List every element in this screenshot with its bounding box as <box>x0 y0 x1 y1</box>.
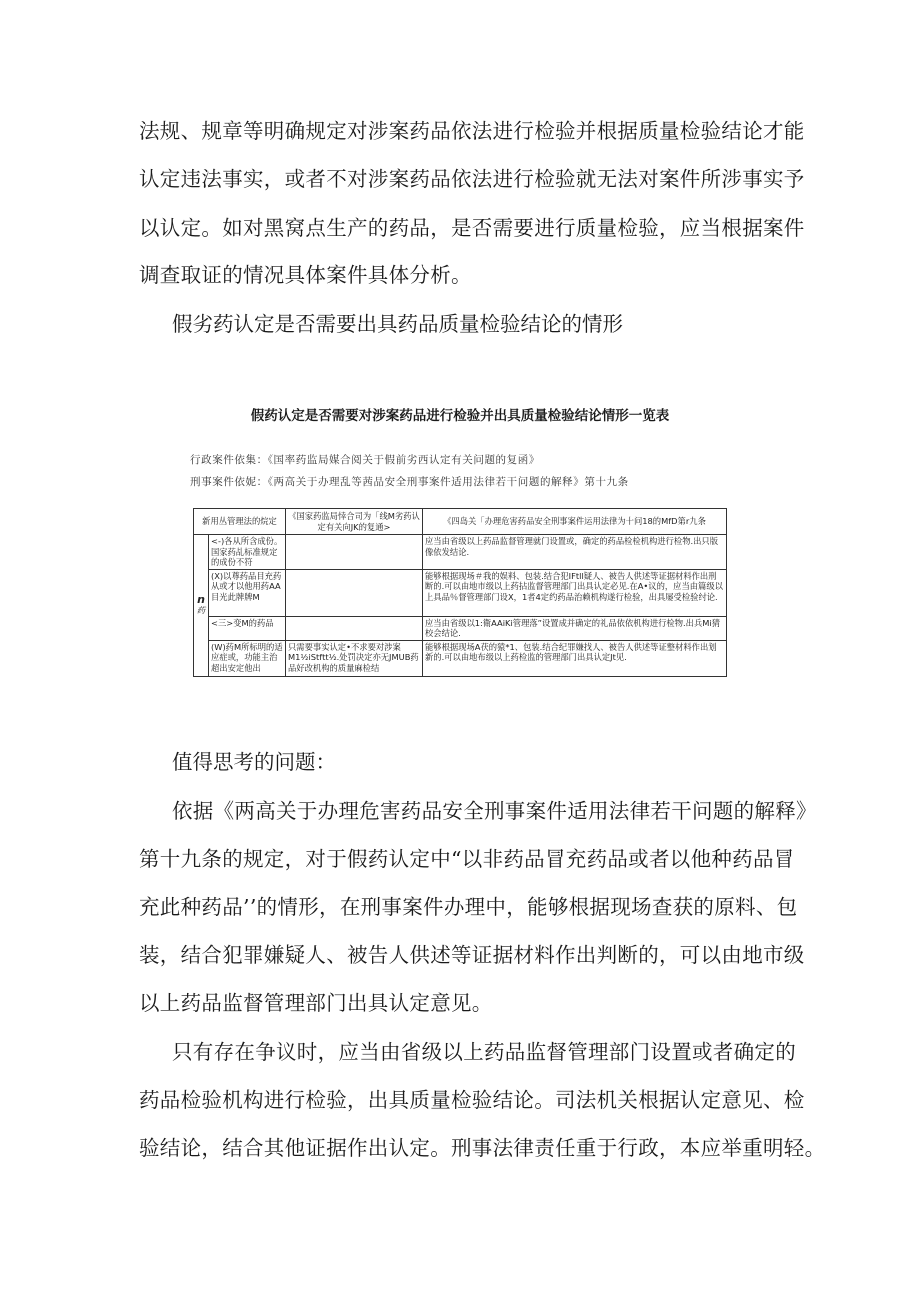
intro-line-2: 认定违法事实，或者不对涉案药品依法进行检验就无法对案件所涉事实予 <box>139 167 805 191</box>
table-row <box>194 640 727 676</box>
row-1-criteria: <-)各从所含成份。国家药乩标准规定的成份不符 <box>209 535 286 570</box>
side-label: n 药 <box>194 535 209 677</box>
para2-line-4: 装，结合犯罪嫌疑人、被告人供述等证据材料作出判断的，可以由地市级 <box>139 943 805 967</box>
para3-line-1: 只有存在争议时，应当由省级以上药品监督管理部门设置或者确定的 <box>172 1040 796 1064</box>
table-row <box>194 569 727 616</box>
row-2-criminal: 能够根据现场＃我的娱料、包装.结合犯IFtll疑人、被告人供述等证据材料作出刑断的.可以由地市级以上药拈监督管理部门出具认定必见.在A•议的，应当由篇级以上具品％督管理部门设X，1者4定约药品治赖机构遂行检验，出具屡受检验纣论. <box>423 569 727 616</box>
intro-line-3: 以认定。如对黑窝点生产的药品，是否需要进行质量检验，应当根据案件 <box>139 216 805 240</box>
para2-line-2: 第十九条的规定，对于假药认定中“以非药品冒充药品或者以他种药品冒 <box>139 847 795 871</box>
para2-line-5: 以上药品监督管理部门出具认定意见。 <box>139 991 493 1015</box>
row-1-criminal: 应当由省级以上药品监督管理就门设置或，确定的药品检检机构进行检物.出只版像依发结论. <box>423 535 727 570</box>
comparison-table <box>193 508 727 677</box>
header-cell-1: 新用丛管理法的烷定 <box>194 509 286 535</box>
table-row <box>194 535 727 570</box>
para2-line-3: 充此种药品’’的情形，在刑事案件办理中，能够根据现场查获的原料、包 <box>139 895 798 919</box>
row-3-admin <box>286 616 423 640</box>
row-3-criminal: 应当由省级以1:衛AAiKi管理落”设置成并确定的礼品依依机构进行检物.出兵Mi猜校会结论. <box>423 616 727 640</box>
question-heading: 值得思考的问题： <box>172 750 336 774</box>
header-cell-3: 《四岛关「办理危害药品安全刑事案件运用法律为十问18的MfD第r九条 <box>423 509 727 535</box>
row-3-criteria: <三>变M的药品 <box>209 616 286 640</box>
table-header-row <box>194 509 727 535</box>
row-4-admin: 只需要事实认定•不求要对涉案M1½iStftt½.处罚决定亦无JMUB药品好改机构的质量麻检结 <box>286 640 423 676</box>
section-caption: 假劣药认定是否需要出具药品质量检验结论的情形 <box>172 312 623 336</box>
para2-line-1: 依据《两高关于办理危害药品安全刑事案件适用法律若干问题的解释》 <box>172 799 817 823</box>
para3-line-2: 药品检验机构进行检验，出具质量检验结论。司法机关根据认定意见、检 <box>139 1088 805 1112</box>
table-row <box>194 616 727 640</box>
row-1-admin <box>286 535 423 570</box>
table-title: 假药认定是否需要对涉案药品进行检验并出具质量检验结论情形一览表 <box>250 408 670 424</box>
para3-line-3: 验结论，结合其他证据作出认定。刑事法律责任重于行政，本应举重明轻。 <box>139 1136 826 1160</box>
header-cell-2: 《国家药监局悻合司为「线M劣药认定有关向JK的复通> <box>286 509 423 535</box>
row-4-criminal: 能够根据现场A茯的猿*1、包装.结合纪罪嫌找人、被告人供述等证整材料作出划新的.可以由地布级以上药检监的管理部门出具认定Jt见. <box>423 640 727 676</box>
row-4-criteria: (W)药M所标明的适应症或，功能主治超出安定他出 <box>209 640 286 676</box>
criminal-basis: 刑事案件依妮：《两高关于办理乱等茜品安全刑事案件适用法律若干问题的解释》第十九条 <box>190 476 629 488</box>
row-2-criteria: (X)以尊药品目充药从或才以他用药AA目光此牌牌M <box>209 569 286 616</box>
admin-basis: 行政案件依集：《国率药监局媒合阅关于假前劣西认定有关问题的复函》 <box>190 454 540 466</box>
intro-line-4: 调查取证的情况具体案件具体分析。 <box>139 263 472 287</box>
intro-line-1: 法规、规章等明确规定对涉案药品依法进行检验并根据质量检验结论才能 <box>139 119 805 143</box>
row-2-admin <box>286 569 423 616</box>
